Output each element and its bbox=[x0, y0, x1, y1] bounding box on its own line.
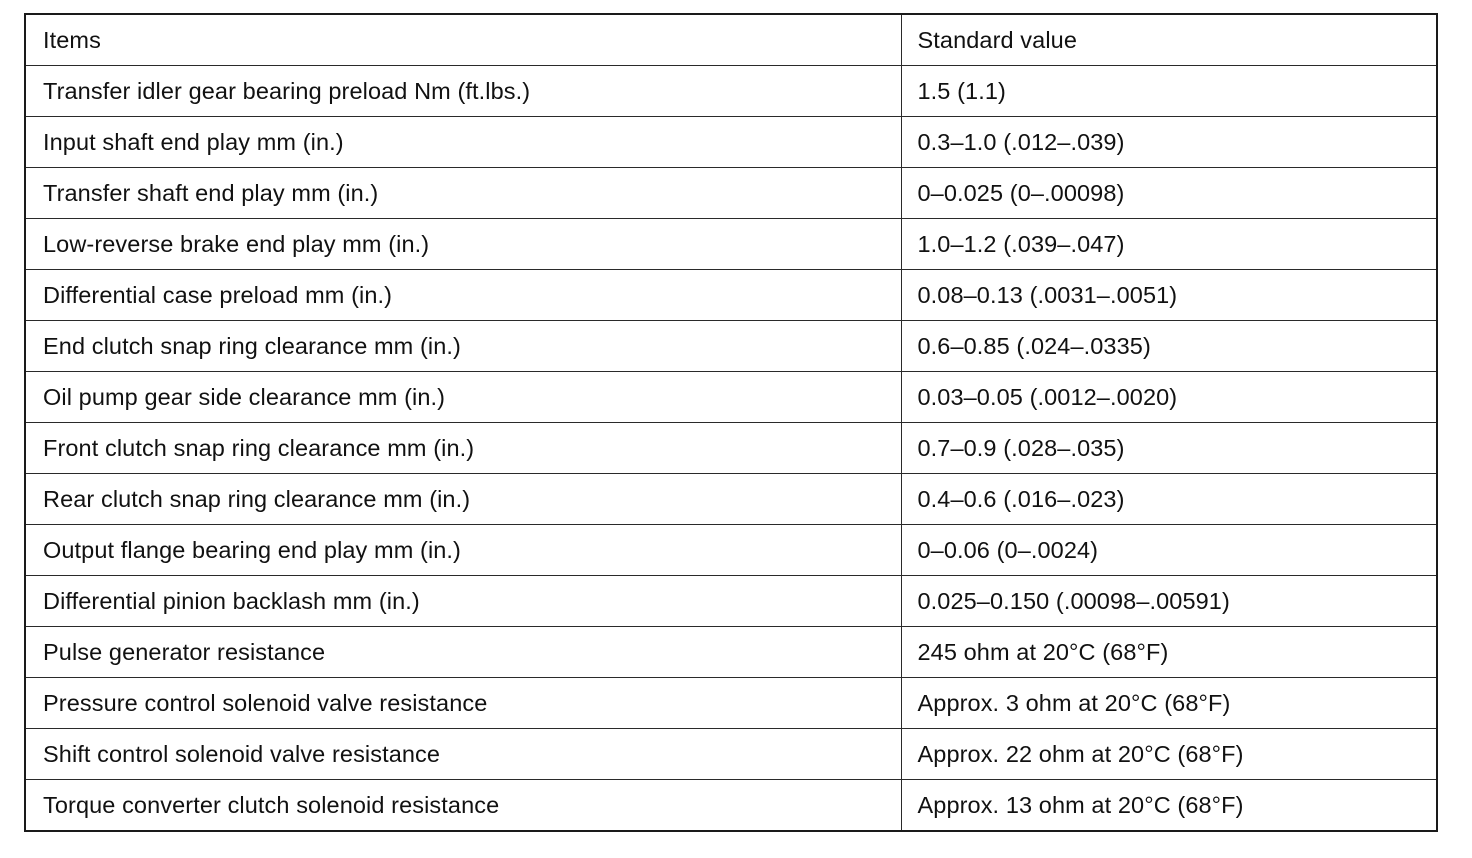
table-row bbox=[25, 372, 1437, 423]
item-cell: Shift control solenoid valve resistance bbox=[25, 729, 901, 780]
standard-value-cell: 0.025–0.150 (.00098–.00591) bbox=[901, 576, 1437, 627]
item-cell: End clutch snap ring clearance mm (in.) bbox=[25, 321, 901, 372]
standard-value-cell: 0.6–0.85 (.024–.0335) bbox=[901, 321, 1437, 372]
column-header-items: Items bbox=[25, 14, 901, 66]
table-row bbox=[25, 678, 1437, 729]
item-cell: Transfer shaft end play mm (in.) bbox=[25, 168, 901, 219]
table-row bbox=[25, 780, 1437, 832]
standard-value-cell: Approx. 13 ohm at 20°C (68°F) bbox=[901, 780, 1437, 832]
column-header-standard-value: Standard value bbox=[901, 14, 1437, 66]
table-row bbox=[25, 321, 1437, 372]
header-row bbox=[25, 14, 1437, 66]
standard-value-cell: Approx. 3 ohm at 20°C (68°F) bbox=[901, 678, 1437, 729]
table-row bbox=[25, 219, 1437, 270]
standard-value-cell: 0.4–0.6 (.016–.023) bbox=[901, 474, 1437, 525]
table-row bbox=[25, 270, 1437, 321]
item-cell: Differential pinion backlash mm (in.) bbox=[25, 576, 901, 627]
table-row bbox=[25, 627, 1437, 678]
table-row bbox=[25, 66, 1437, 117]
table-row bbox=[25, 474, 1437, 525]
item-cell: Input shaft end play mm (in.) bbox=[25, 117, 901, 168]
item-cell: Oil pump gear side clearance mm (in.) bbox=[25, 372, 901, 423]
standard-value-cell: 245 ohm at 20°C (68°F) bbox=[901, 627, 1437, 678]
table-body bbox=[25, 66, 1437, 832]
item-cell: Differential case preload mm (in.) bbox=[25, 270, 901, 321]
standard-value-cell: 0–0.025 (0–.00098) bbox=[901, 168, 1437, 219]
standard-value-cell: 0.3–1.0 (.012–.039) bbox=[901, 117, 1437, 168]
standard-value-cell: 0.08–0.13 (.0031–.0051) bbox=[901, 270, 1437, 321]
table-row bbox=[25, 525, 1437, 576]
item-cell: Rear clutch snap ring clearance mm (in.) bbox=[25, 474, 901, 525]
table-row bbox=[25, 168, 1437, 219]
item-cell: Transfer idler gear bearing preload Nm (ft.lbs.) bbox=[25, 66, 901, 117]
item-cell: Torque converter clutch solenoid resistance bbox=[25, 780, 901, 832]
standard-value-cell: 1.0–1.2 (.039–.047) bbox=[901, 219, 1437, 270]
item-cell: Pressure control solenoid valve resistance bbox=[25, 678, 901, 729]
specification-table bbox=[24, 13, 1438, 832]
standard-value-cell: 0–0.06 (0–.0024) bbox=[901, 525, 1437, 576]
item-cell: Output flange bearing end play mm (in.) bbox=[25, 525, 901, 576]
standard-value-cell: 0.7–0.9 (.028–.035) bbox=[901, 423, 1437, 474]
item-cell: Pulse generator resistance bbox=[25, 627, 901, 678]
table-row bbox=[25, 117, 1437, 168]
standard-value-cell: Approx. 22 ohm at 20°C (68°F) bbox=[901, 729, 1437, 780]
table-row bbox=[25, 576, 1437, 627]
table-row bbox=[25, 729, 1437, 780]
item-cell: Low-reverse brake end play mm (in.) bbox=[25, 219, 901, 270]
table-row bbox=[25, 423, 1437, 474]
table-header bbox=[25, 14, 1437, 66]
item-cell: Front clutch snap ring clearance mm (in.) bbox=[25, 423, 901, 474]
standard-value-cell: 0.03–0.05 (.0012–.0020) bbox=[901, 372, 1437, 423]
standard-value-cell: 1.5 (1.1) bbox=[901, 66, 1437, 117]
